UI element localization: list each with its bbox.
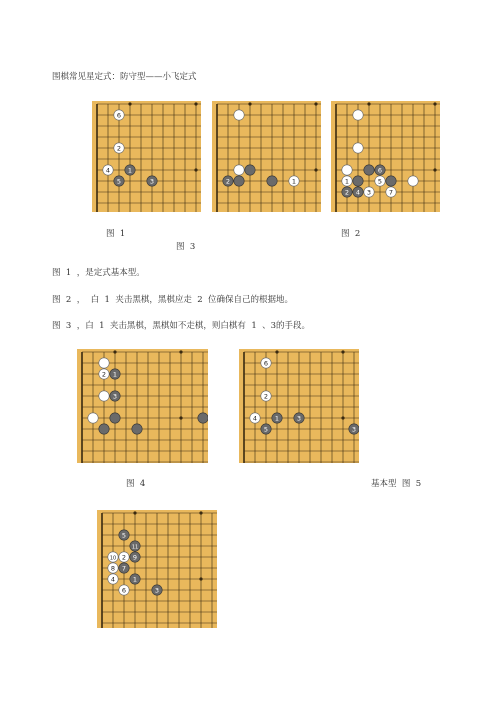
stone-move-number: 3 <box>149 177 155 186</box>
black-stone <box>364 165 374 175</box>
black-stone <box>125 165 135 175</box>
stone-move-number: 3 <box>366 188 372 197</box>
stone-move-number: 5 <box>263 425 269 434</box>
black-stone <box>223 176 233 186</box>
stone-move-number: 1 <box>127 166 133 175</box>
stone-move-number: 7 <box>388 188 394 197</box>
white-stone <box>108 552 118 562</box>
black-stone <box>130 552 140 562</box>
white-stone <box>250 413 260 423</box>
white-stone <box>386 187 396 197</box>
go-board-svg <box>212 101 321 212</box>
stone-move-number: 6 <box>121 586 127 595</box>
caption-figure-2: 图 2 <box>341 229 361 239</box>
stone-move-number: 3 <box>296 414 302 423</box>
caption-figure-4: 图 4 <box>126 479 146 489</box>
page-title: 围棋常见星定式：防守型——小飞定式 <box>52 72 197 82</box>
white-stone <box>103 165 113 175</box>
go-board-svg <box>239 349 359 463</box>
stone-move-number: 2 <box>121 553 127 562</box>
black-stone <box>147 176 157 186</box>
star-point <box>194 168 197 171</box>
star-point <box>433 102 436 105</box>
black-stone <box>349 424 359 434</box>
star-point <box>433 168 436 171</box>
white-stone <box>364 187 374 197</box>
stone-move-number: 2 <box>263 392 269 401</box>
paragraph-1: 图 1 ，是定式基本型。 <box>52 268 145 278</box>
stone-move-number: 2 <box>225 177 231 186</box>
black-stone <box>110 413 120 423</box>
white-stone <box>289 176 299 186</box>
star-point <box>248 102 251 105</box>
caption-figure-5: 基本型 图 5 <box>371 479 422 489</box>
stone-move-number: 6 <box>116 111 122 120</box>
star-point <box>314 168 317 171</box>
white-stone <box>114 110 124 120</box>
star-point <box>367 102 370 105</box>
black-stone <box>267 176 277 186</box>
stone-move-number: 3 <box>351 425 357 434</box>
white-stone <box>342 165 352 175</box>
black-stone <box>353 176 363 186</box>
go-board-diagram-4 <box>77 349 208 463</box>
stone-move-number: 11 <box>131 544 139 551</box>
star-point <box>128 102 131 105</box>
star-point <box>341 416 344 419</box>
white-stone <box>261 391 271 401</box>
go-board-svg <box>97 510 217 628</box>
stone-move-number: 6 <box>263 359 269 368</box>
star-point <box>275 350 278 353</box>
white-stone <box>408 176 418 186</box>
stone-move-number: 8 <box>110 564 116 573</box>
black-stone <box>132 424 142 434</box>
go-board-diagram-1 <box>92 101 201 212</box>
stone-move-number: 5 <box>116 177 122 186</box>
white-stone <box>119 552 129 562</box>
white-stone <box>261 358 271 368</box>
go-board-svg <box>92 101 201 212</box>
white-stone <box>99 369 109 379</box>
white-stone <box>108 574 118 584</box>
stone-move-number: 5 <box>121 531 127 540</box>
black-stone <box>261 424 271 434</box>
black-stone <box>114 176 124 186</box>
black-stone <box>99 424 109 434</box>
white-stone <box>234 110 244 120</box>
white-stone <box>375 176 385 186</box>
stone-move-number: 2 <box>101 370 107 379</box>
caption-figure-3: 图 3 <box>176 242 196 252</box>
stone-move-number: 4 <box>110 575 116 584</box>
black-stone <box>110 369 120 379</box>
stone-move-number: 1 <box>291 177 297 186</box>
black-stone <box>386 176 396 186</box>
board-background <box>92 101 201 212</box>
stone-move-number: 2 <box>344 188 350 197</box>
star-point <box>199 577 202 580</box>
black-stone <box>234 176 244 186</box>
white-stone <box>108 563 118 573</box>
board-background <box>212 101 321 212</box>
star-point <box>113 350 116 353</box>
go-board-diagram-6 <box>97 510 217 628</box>
paragraph-2: 图 2 ， 白 1 夹击黑棋，黑棋应走 2 位确保自己的根据地。 <box>52 295 294 305</box>
black-stone <box>245 165 255 175</box>
black-stone <box>198 413 208 423</box>
white-stone <box>353 110 363 120</box>
star-point <box>179 350 182 353</box>
white-stone <box>88 413 98 423</box>
black-stone <box>130 541 140 551</box>
go-board-diagram-2 <box>212 101 321 212</box>
black-stone <box>272 413 282 423</box>
white-stone <box>342 176 352 186</box>
white-stone <box>353 143 363 153</box>
go-board-diagram-3 <box>331 101 440 212</box>
stone-move-number: 10 <box>109 555 117 562</box>
stone-move-number: 4 <box>105 166 111 175</box>
stone-move-number: 1 <box>344 177 350 186</box>
stone-move-number: 7 <box>121 564 127 573</box>
stone-move-number: 4 <box>252 414 258 423</box>
caption-figure-1: 图 1 <box>106 229 126 239</box>
white-stone <box>99 358 109 368</box>
stone-move-number: 1 <box>274 414 280 423</box>
stone-move-number: 5 <box>377 177 383 186</box>
black-stone <box>110 391 120 401</box>
white-stone <box>119 585 129 595</box>
go-board-svg <box>77 349 208 463</box>
stone-move-number: 1 <box>132 575 138 584</box>
paragraph-3: 图 3 ，白 1 夹击黑棋，黑棋如不走棋，则白棋有 1 、3的手段。 <box>52 321 311 331</box>
go-board-svg <box>331 101 440 212</box>
black-stone <box>119 530 129 540</box>
black-stone <box>294 413 304 423</box>
star-point <box>199 511 202 514</box>
star-point <box>179 416 182 419</box>
white-stone <box>114 143 124 153</box>
stone-move-number: 4 <box>355 188 361 197</box>
star-point <box>314 102 317 105</box>
black-stone <box>375 165 385 175</box>
stone-move-number: 9 <box>132 553 138 562</box>
star-point <box>133 511 136 514</box>
white-stone <box>234 165 244 175</box>
star-point <box>341 350 344 353</box>
black-stone <box>119 563 129 573</box>
black-stone <box>353 187 363 197</box>
black-stone <box>130 574 140 584</box>
stone-move-number: 6 <box>377 166 383 175</box>
black-stone <box>342 187 352 197</box>
white-stone <box>99 391 109 401</box>
stone-move-number: 1 <box>112 370 118 379</box>
star-point <box>194 102 197 105</box>
stone-move-number: 3 <box>154 586 160 595</box>
go-board-diagram-5 <box>239 349 359 463</box>
stone-move-number: 3 <box>112 392 118 401</box>
stone-move-number: 2 <box>116 144 122 153</box>
black-stone <box>152 585 162 595</box>
board-background <box>77 349 208 463</box>
